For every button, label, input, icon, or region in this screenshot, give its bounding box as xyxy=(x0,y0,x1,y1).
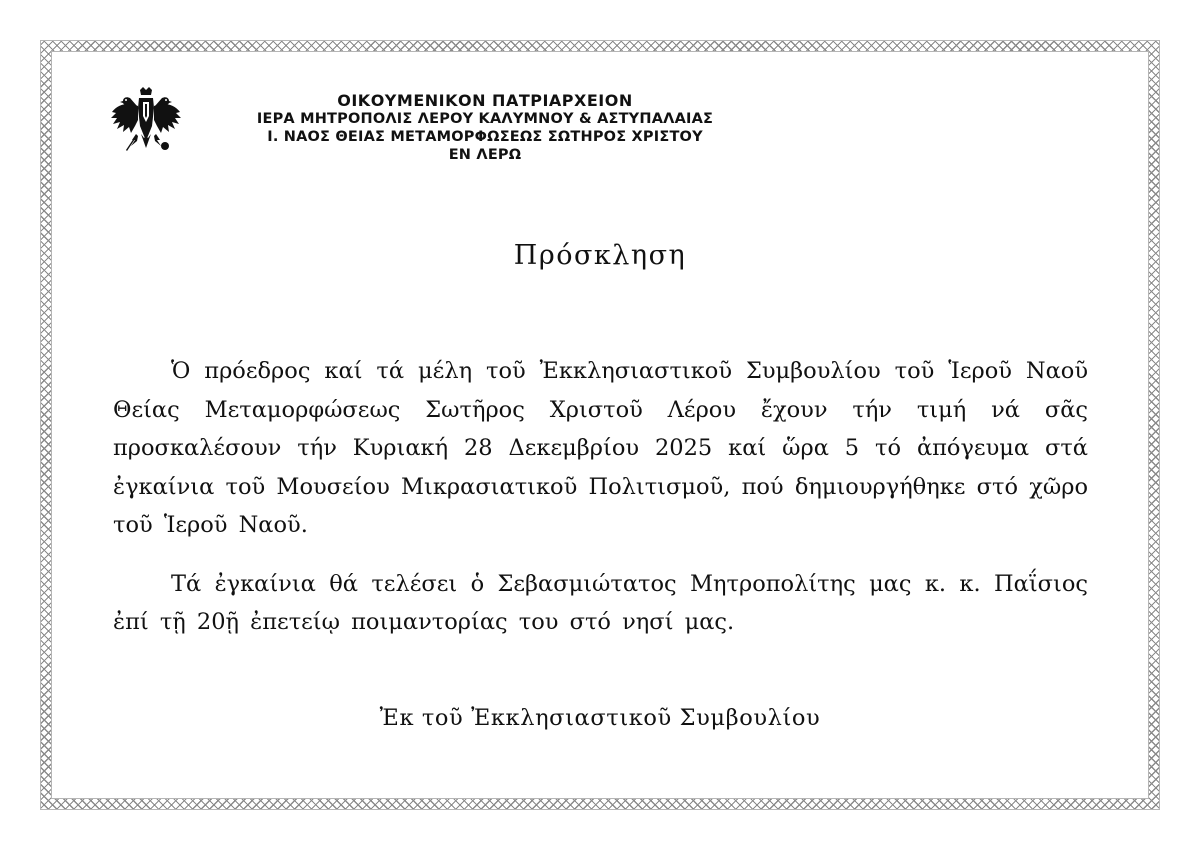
invitation-title: Πρόσκληση xyxy=(513,240,687,271)
body-paragraph: Ὁ πρόεδρος καί τά μέλη τοῦ Ἐκκλησιαστικοῦ Συμβουλίου τοῦ Ἱεροῦ Ναοῦ Θείας Μεταμορφώσεως Σωτῆρος Χριστοῦ Λέρου ἔχουν τήν τιμή νά σᾶς προσκαλέσουν τήν Κυριακή 28 Δεκεμβρίου 2025 καί ὥρα 5 τό ἀπόγευμα στά ἐγκαίνια τοῦ Μουσείου Μικρασιατικοῦ Πολιτισμοῦ, πού δημιουργήθηκε στό χῶρο τοῦ Ἱεροῦ Ναοῦ. xyxy=(113,358,1088,538)
byzantine-double-headed-eagle-icon xyxy=(110,86,182,152)
letterhead xyxy=(190,92,780,164)
invitation-body xyxy=(113,352,1088,642)
body-paragraph: Τά ἐγκαίνια θά τελέσει ὁ Σεβασμιώτατος Μητροπολίτης μας κ. κ. Παΐσιος ἐπί τῇ 20ῇ ἐπετείῳ ποιμαντορίας του στό νησί μας. xyxy=(113,570,1088,635)
letterhead-metropolis: ΙΕΡΑ ΜΗΤΡΟΠΟΛΙΣ ΛΕΡΟΥ ΚΑΛΥΜΝΟΥ & ΑΣΤΥΠΑΛΑΙΑΣ xyxy=(256,111,714,127)
letterhead-church: Ι. ΝΑΟΣ ΘΕΙΑΣ ΜΕΤΑΜΟΡΦΩΣΕΩΣ ΣΩΤΗΡΟΣ ΧΡΙΣΤΟΥ xyxy=(267,129,703,145)
signature-line: Ἐκ τοῦ Ἐκκλησιαστικοῦ Συμβουλίου xyxy=(379,705,821,731)
letterhead-patriarchate: ΟΙΚΟΥΜΕΝΙΚΟΝ ΠΑΤΡΙΑΡΧΕΙΟΝ xyxy=(337,91,633,110)
letterhead-location: ΕΝ ΛΕΡΩ xyxy=(448,147,522,163)
